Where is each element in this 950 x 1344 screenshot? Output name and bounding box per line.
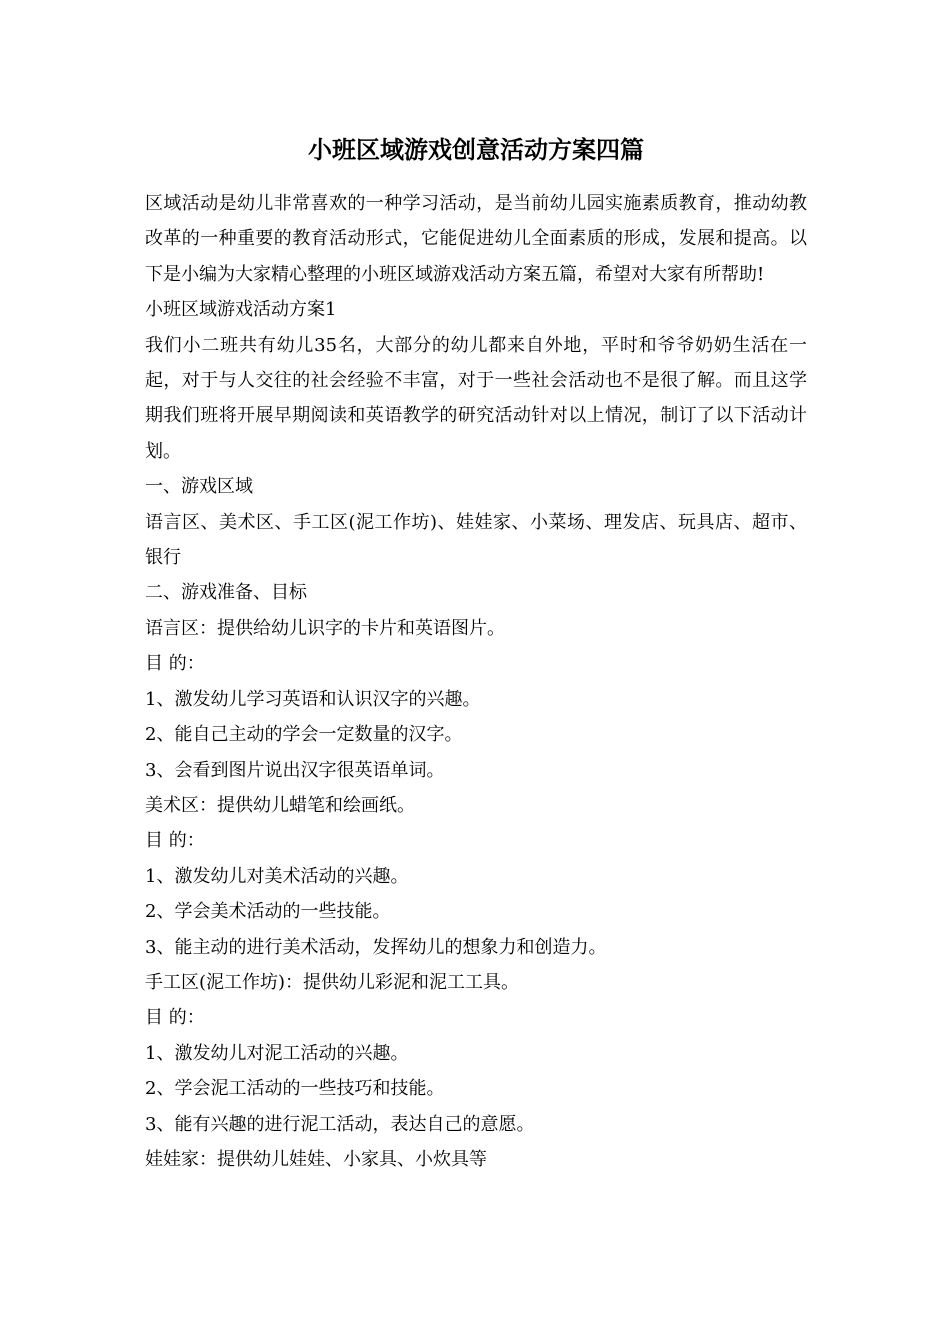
list-item: 2、学会美术活动的一些技能。 — [145, 901, 391, 923]
list-item: 1、激发幼儿学习英语和认识汉字的兴趣。 — [145, 688, 481, 710]
heading-game-areas: 一、游戏区域 — [145, 476, 253, 498]
list-item: 3、能主动的进行美术活动，发挥幼儿的想象力和创造力。 — [145, 936, 607, 958]
purpose-label: 目 的： — [145, 830, 205, 852]
purpose-label: 目 的： — [145, 1007, 205, 1029]
art-area-text: 美术区：提供幼儿蜡笔和绘画纸。 — [145, 794, 415, 816]
list-item: 3、能有兴趣的进行泥工活动，表达自己的意愿。 — [145, 1113, 535, 1135]
heading-preparation-goals: 二、游戏准备、目标 — [145, 582, 307, 604]
intro-paragraph: 区域活动是幼儿非常喜欢的一种学习活动，是当前幼儿园实施素质教育，推动幼教改革的一种重要的教育活动形式，它能促进幼儿全面素质的形成，发展和提高。以下是小编为大家精心整理的小班区域游戏活动方案五篇，希望对大家有所帮助! — [145, 193, 807, 285]
game-areas-list: 语言区、美术区、手工区(泥工作坊)、娃娃家、小菜场、理发店、玩具店、超市、银行 — [145, 511, 807, 569]
list-item: 1、激发幼儿对美术活动的兴趣。 — [145, 865, 409, 887]
list-item: 3、会看到图片说出汉字很英语单词。 — [145, 759, 445, 781]
craft-area-text: 手工区(泥工作坊)：提供幼儿彩泥和泥工工具。 — [145, 971, 520, 993]
purpose-label: 目 的： — [145, 653, 205, 675]
section-heading-plan-1: 小班区域游戏活动方案1 — [145, 299, 337, 321]
list-item: 1、激发幼儿对泥工活动的兴趣。 — [145, 1042, 409, 1064]
class-background-paragraph: 我们小二班共有幼儿35名，大部分的幼儿都来自外地，平时和爷爷奶奶生活在一起，对于与人交往的社会经验不丰富，对于一些社会活动也不是很了解。而且这学期我们班将开展早期阅读和英语教学的研究活动针对以上情况，制订了以下活动计划。 — [145, 334, 807, 462]
list-item: 2、学会泥工活动的一些技巧和技能。 — [145, 1078, 445, 1100]
document-page — [145, 130, 807, 1177]
list-item: 2、能自己主动的学会一定数量的汉字。 — [145, 724, 463, 746]
doll-house-text: 娃娃家：提供幼儿娃娃、小家具、小炊具等 — [145, 1148, 487, 1170]
language-area-text: 语言区：提供给幼儿识字的卡片和英语图片。 — [145, 617, 505, 639]
document-title: 小班区域游戏创意活动方案四篇 — [308, 135, 644, 164]
